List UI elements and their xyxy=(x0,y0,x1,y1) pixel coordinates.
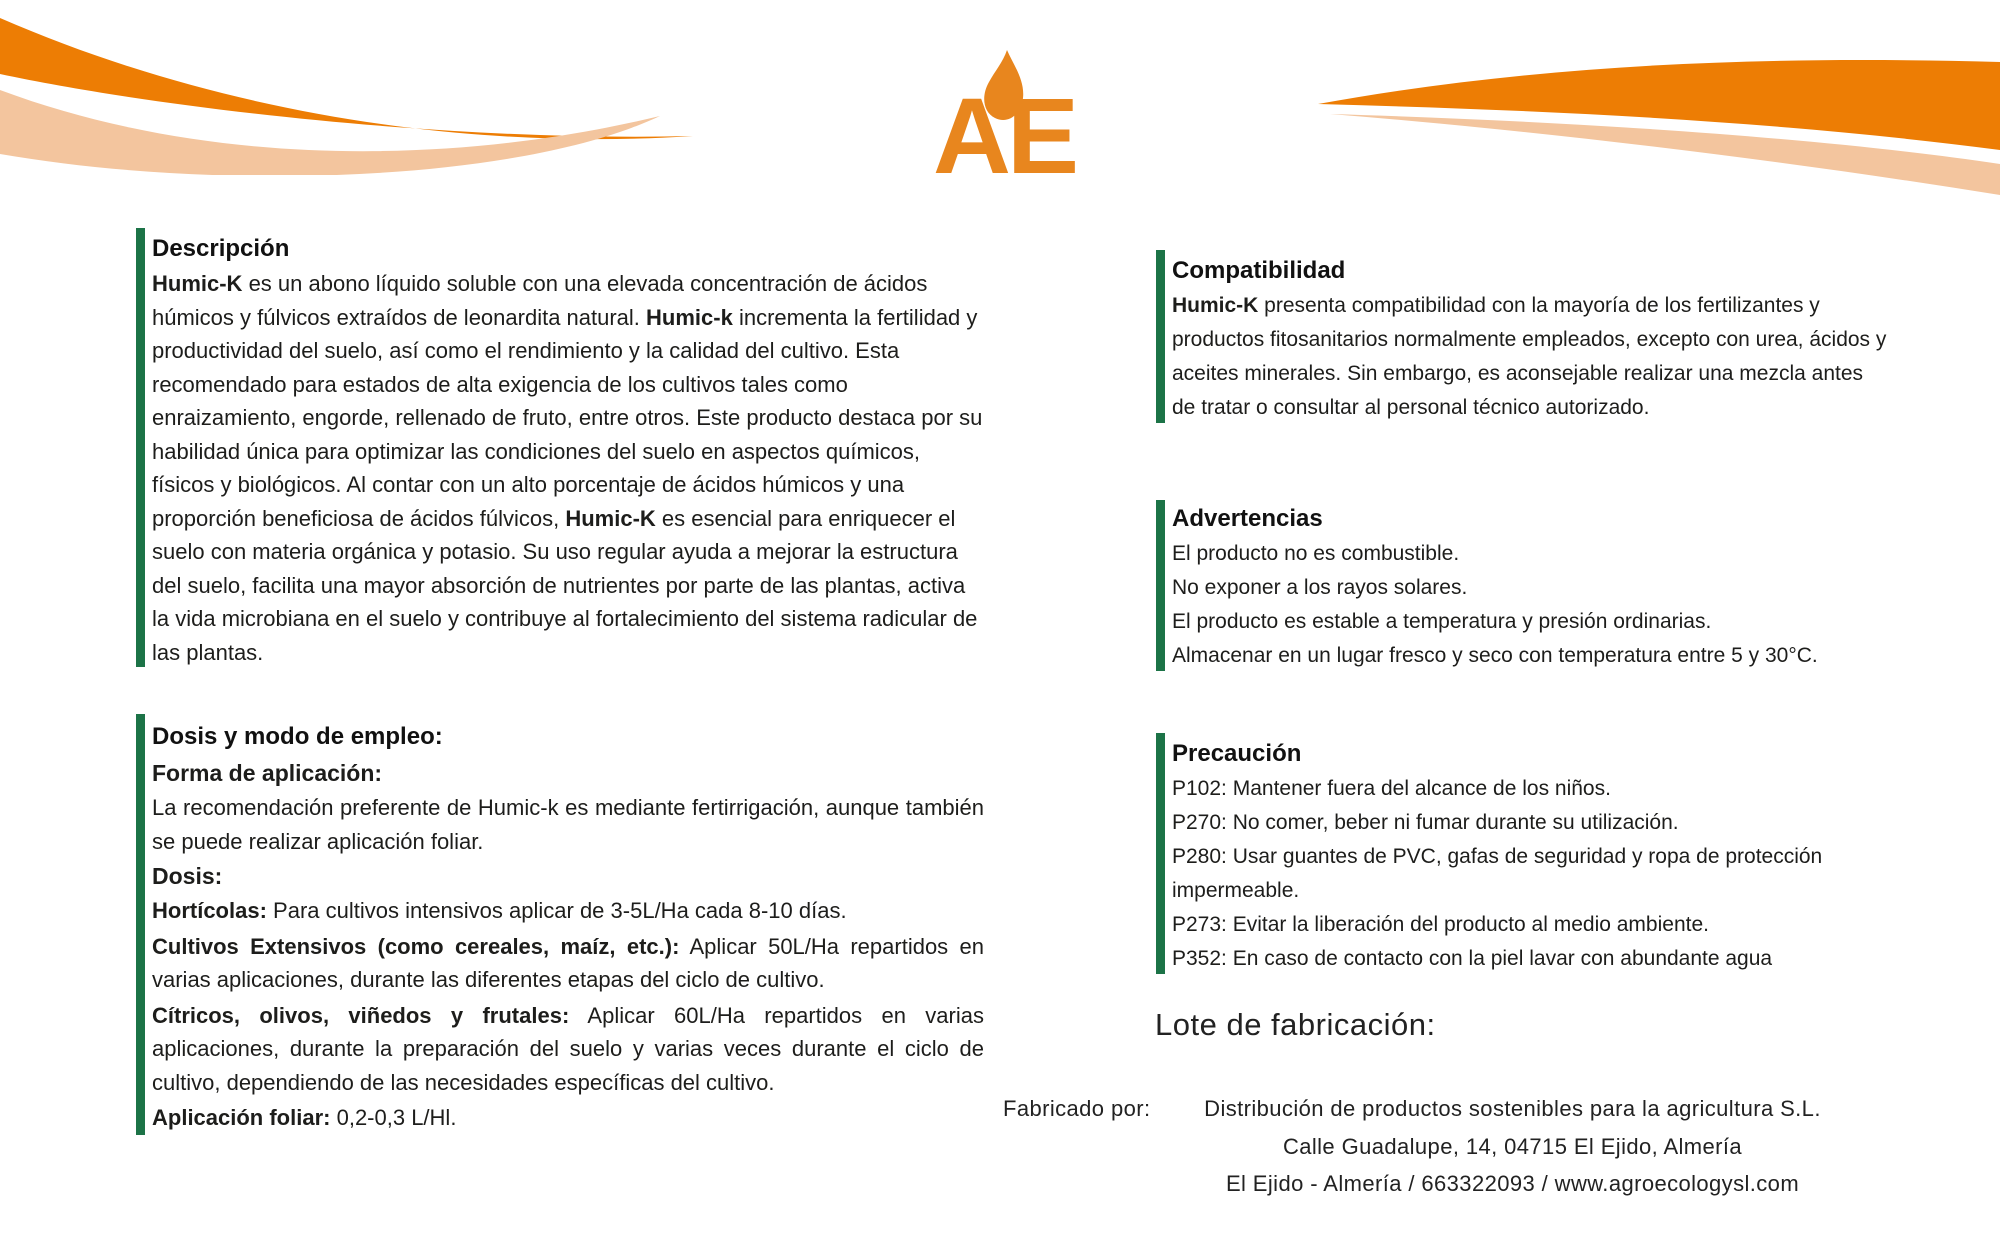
section-warnings xyxy=(1156,498,1888,673)
section-precaution xyxy=(1156,731,1888,976)
description-heading: Descripción xyxy=(152,235,290,262)
application-text: La recomendación preferente de Humic-k es mediante fertirrigación, aunque también se puede realizar aplicación foliar. xyxy=(152,795,984,854)
header-swoosh-left xyxy=(0,0,700,175)
brand-logo xyxy=(925,50,1100,200)
compatibility-heading: Compatibilidad xyxy=(1172,257,1346,284)
section-compatibility xyxy=(1156,248,1888,425)
manufacturer-address: Distribución de productos sostenibles para la agricultura S.L. Calle Guadalupe, 14, 04715 El Ejido, Almería El Ejido - Almería / 663322093 / www.agroecologysl.com xyxy=(1204,1096,1821,1196)
section-description xyxy=(136,226,984,669)
warnings-heading: Advertencias xyxy=(1172,505,1323,532)
section-accent-bar xyxy=(136,228,145,667)
section-accent-bar xyxy=(1156,250,1165,423)
dosage-heading: Dosis y modo de empleo: xyxy=(152,723,443,750)
header-swoosh-right xyxy=(1300,0,2000,195)
compatibility-paragraph: Humic-K presenta compatibilidad con la mayoría de los fertilizantes y productos fitosanitarios normalmente empleados, excepto con urea, ácidos y aceites minerales. Sin embargo, es aconsejable realizar una mezcla antes de tratar o consultar al personal técnico autorizado. xyxy=(1172,294,1887,419)
dose-subheading: Dosis: xyxy=(152,863,223,889)
dosage-entries: Hortícolas: Para cultivos intensivos aplicar de 3-5L/Ha cada 8-10 días. Cultivos Extensivos (como cereales, maíz, etc.): Aplicar 50L/Ha repartidos en varias aplicaciones, durante las diferentes etapas del ciclo de cultivo. Cítricos, olivos, viñedos y frutales: Aplicar 60L/Ha repartidos en varias aplicaciones, durante la preparación del suelo y varias veces durante el ciclo de cultivo, dependiendo de las necesidades específicas del cultivo. Aplicación foliar: 0,2-0,3 L/Hl. xyxy=(152,898,984,1130)
section-accent-bar xyxy=(1156,733,1165,974)
description-paragraph: Humic-K es un abono líquido soluble con una elevada concentración de ácidos húmicos y fúlvicos extraídos de leonardita natural. Humic-k incrementa la fertilidad y productividad del suelo, así como el rendimiento y la calidad del cultivo. Esta recomendado para estados de alta exigencia de los cultivos tales como enraizamiento, engorde, rellenado de fruto, entre otros. Este producto destaca por su habilidad única para optimizar las condiciones del suelo en aspectos químicos, físicos y biológicos. Al contar con un alto porcentaje de ácidos húmicos y una proporción beneficiosa de ácidos fúlvicos, Humic-K es esencial para enriquecer el suelo con materia orgánica y potasio. Su uso regular ayuda a mejorar la estructura del suelo, facilita una mayor absorción de nutrientes por parte de las plantas, activa la vida microbiana en el suelo y contribuye al fortalecimiento del sistema radicular de las plantas. xyxy=(152,271,983,665)
warnings-lines: El producto no es combustible. No exponer a los rayos solares. El producto es estable a temperatura y presión ordinarias. Almacenar en un lugar fresco y seco con temperatura entre 5 y 30°C. xyxy=(1172,542,1818,667)
section-dosage xyxy=(136,712,984,1137)
section-accent-bar xyxy=(136,714,145,1135)
application-subheading: Forma de aplicación: xyxy=(152,760,383,786)
section-accent-bar xyxy=(1156,500,1165,671)
precaution-lines: P102: Mantener fuera del alcance de los niños. P270: No comer, beber ni fumar durante su utilización. P280: Usar guantes de PVC, gafas de seguridad y ropa de protección impermeable. P273: Evitar la liberación del producto al medio ambiente. P352: En caso de contacto con la piel lavar con abundante agua xyxy=(1172,777,1823,970)
manufactured-by-label: Fabricado por: xyxy=(1003,1096,1151,1121)
precaution-heading: Precaución xyxy=(1172,740,1302,767)
logo-letters: AE xyxy=(933,75,1076,196)
batch-label: Lote de fabricación: xyxy=(1155,1007,1436,1042)
